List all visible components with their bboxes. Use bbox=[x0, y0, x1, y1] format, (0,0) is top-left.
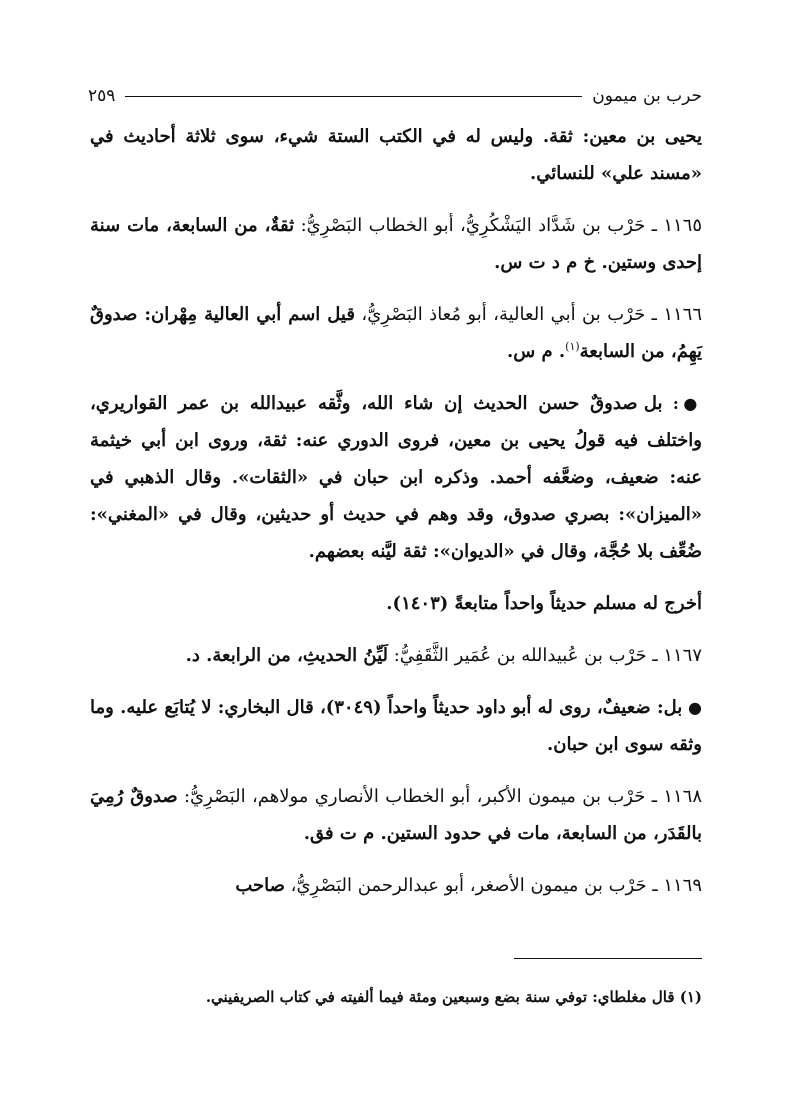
bullet-icon: ● bbox=[688, 698, 702, 717]
entry-1167-name: ١١٦٧ ـ حَرْب بن عُبيدالله بن عُمَير الثَّقَفِيُّ: bbox=[393, 645, 702, 666]
entry-1166-takhrij bbox=[90, 585, 702, 622]
entry-1167-comment-text: بل: ضعيفٌ، روى له أبو داود حديثاً واحداً (٣٠٤٩)، قال البخاري: لا يُتابَع عليه. وما وثقه سوى ابن حبان. bbox=[90, 697, 702, 755]
entry-1165-name: ١١٦٥ ـ حَرْب بن شَدَّاد اليَشْكُرِيُّ، أبو الخطاب البَصْرِيُّ: bbox=[300, 215, 703, 236]
entry-1165-text: ثقةٌ، من السابعة، مات سنة إحدى وستين. خ م د ت س. bbox=[90, 215, 702, 273]
entry-1166-comment-text: بل صدوقٌ حسن الحديث إن شاء الله، وثَّقه عبيدالله بن عمر القواريري، واختلف فيه قولُ يحيى بن معين، فروى الدوري عنه: ثقة، وروى ابن أبي خيثمة عنه: ضعيف، وضعَّفه أحمد. وذكره ابن حبان في «الثقات». وقال الذهبي في «الميزان»: بصري صدوق، وقد وهم في حديث أو حديثين، وقال في «المغني»: ضُعِّف بلا حُجَّة، وقال في «الديوان»: ثقة ليَّنه بعضهم. bbox=[90, 393, 702, 562]
body-text bbox=[90, 118, 702, 919]
entry-1168-name: ١١٦٨ ـ حَرْب بن ميمون الأكبر، أبو الخطاب الأنصاري مولاهم، البَصْرِيُّ: bbox=[183, 786, 702, 807]
entry-1166-text-b: . م س. bbox=[506, 341, 566, 362]
entry-1169 bbox=[90, 867, 702, 904]
entry-1166 bbox=[90, 296, 702, 370]
entry-1168 bbox=[90, 778, 702, 852]
footnote-ref: (١) bbox=[565, 340, 580, 353]
footnote bbox=[90, 985, 702, 1009]
intro-text: يحيى بن معين: ثقة. وليس له في الكتب الستة شيء، سوى ثلاثة أحاديث في «مسند علي» للنسائي. bbox=[90, 126, 702, 184]
page-number: ٢٥٩ bbox=[88, 86, 116, 106]
entry-1166-comment bbox=[90, 385, 702, 570]
entry-1166-name: ١١٦٦ ـ حَرْب بن أبي العالية، أبو مُعاذ البَصْرِيُّ، bbox=[361, 304, 703, 325]
entry-1168-text: صدوقٌ رُمِيَ بالقَدَر، من السابعة، مات في حدود الستين. م ت فق. bbox=[90, 786, 702, 844]
entry-1167-text: لَيِّنُ الحديثِ، من الرابعة. د. bbox=[185, 645, 388, 666]
entry-1169-text: صاحب bbox=[235, 875, 285, 896]
bullet-icon: ●: bbox=[672, 394, 702, 413]
entry-1167 bbox=[90, 637, 702, 674]
header-rule bbox=[125, 96, 582, 97]
entry-intro bbox=[90, 118, 702, 192]
entry-1166-text-a: قيل اسم أبي العالية مِهْران: صدوقٌ يَهِمُ، من السابعة bbox=[90, 304, 702, 362]
footnote-rule bbox=[514, 958, 702, 959]
entry-1166-takhrij-text: أخرج له مسلم حديثاً واحداً متابعةً (١٤٠٣). bbox=[386, 593, 702, 614]
entry-1165 bbox=[90, 207, 702, 281]
running-title: حرب بن ميمون bbox=[592, 86, 702, 106]
entry-1169-name: ١١٦٩ ـ حَرْب بن ميمون الأصغر، أبو عبدالرحمن البَصْرِيُّ، bbox=[290, 875, 702, 896]
entry-1167-comment bbox=[90, 689, 702, 763]
page-header bbox=[88, 82, 702, 110]
footnote-text: (١) قال مغلطاي: توفي سنة بضع وسبعين ومئة فيما ألفيته في كتاب الصريفيني. bbox=[205, 988, 702, 1006]
